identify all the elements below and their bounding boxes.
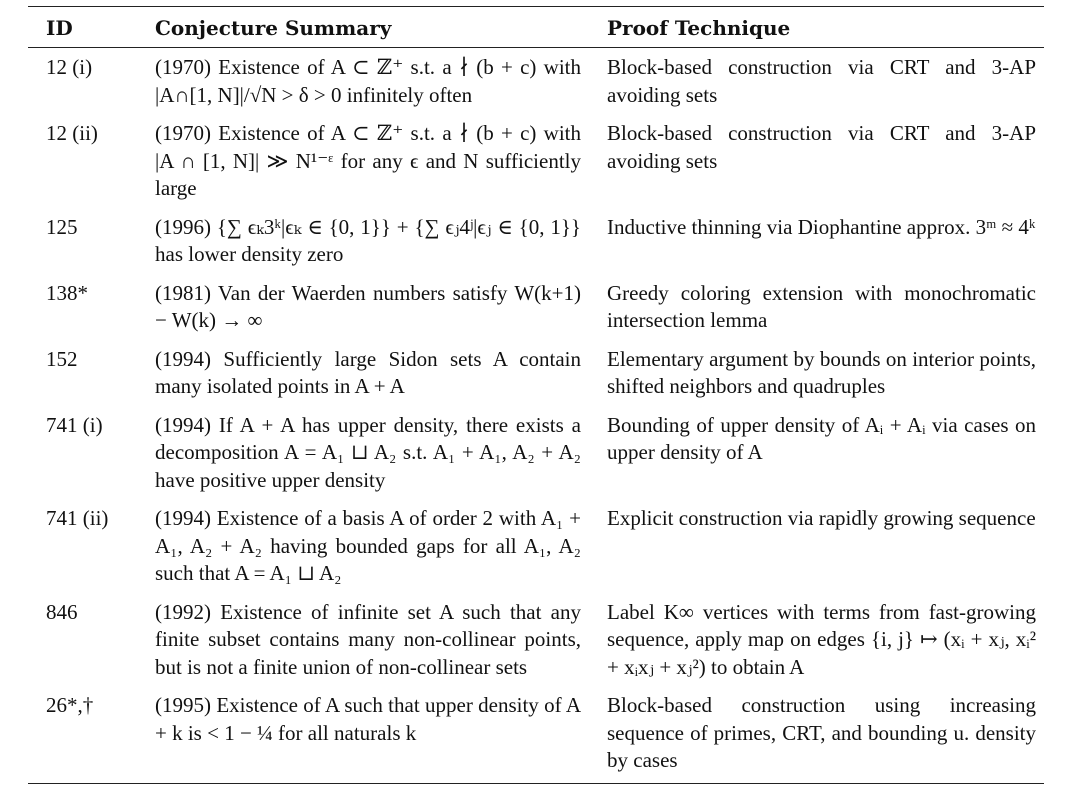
cell-id: 125 <box>46 214 78 239</box>
cell-summary: (1994) Existence of a basis A of order 2 with A₁ + A₁, A₂ + A₂ having bounded gaps for all A₁, A₂ such that A = A₁ ⊔ A₂ <box>155 506 581 585</box>
table-body <box>28 48 1044 784</box>
conjecture-table <box>28 6 1044 784</box>
cell-id: 846 <box>46 599 78 624</box>
cell-id: 741 (ii) <box>46 506 109 530</box>
table-row <box>28 274 1044 340</box>
header-proof: Proof Technique <box>589 7 1044 48</box>
cell-proof: Inductive thinning via Diophantine approx. 3ᵐ ≈ 4ᵏ <box>607 214 1036 239</box>
cell-id: 12 (i) <box>46 55 93 79</box>
table-row <box>28 340 1044 406</box>
cell-id: 26*,† <box>28 686 137 783</box>
table-header <box>28 7 1044 48</box>
table-row <box>28 593 1044 687</box>
cell-proof: Block-based construction via CRT and 3-AP avoiding sets <box>607 55 1036 107</box>
cell-summary: (1995) Existence of A such that upper density of A + k is < 1 − ¼ for all naturals k <box>137 686 589 783</box>
cell-proof: Elementary argument by bounds on interior points, shifted neighbors and quadruples <box>607 346 1036 398</box>
cell-proof: Label K∞ vertices with terms from fast-growing sequence, apply map on edges {i, j} ↦ (xᵢ + xⱼ, xᵢ² + xᵢxⱼ + xⱼ²) to obtain A <box>607 599 1036 679</box>
header-summary: Conjecture Summary <box>137 7 589 48</box>
table-row <box>28 114 1044 208</box>
header-id: ID <box>28 7 137 48</box>
table-row <box>28 208 1044 274</box>
cell-id: 152 <box>46 346 78 371</box>
cell-id: 741 (i) <box>46 412 103 437</box>
table-row <box>28 686 1044 783</box>
cell-proof: Bounding of upper density of Aᵢ + Aᵢ via cases on upper density of A <box>607 412 1036 464</box>
cell-summary: (1970) Existence of A ⊂ ℤ⁺ s.t. a ∤ (b + c) with |A ∩ [1, N]| ≫ N¹⁻ᵋ for any ϵ and N sufficiently large <box>155 121 581 200</box>
header-row <box>28 7 1044 48</box>
cell-id: 12 (ii) <box>46 121 98 145</box>
cell-summary: (1992) Existence of infinite set A such that any finite subset contains many non-collinear points, but is not a finite union of non-collinear sets <box>155 599 581 679</box>
cell-summary: (1994) If A + A has upper density, there exists a decomposition A = A₁ ⊔ A₂ s.t. A₁ + A₁, A₂ + A₂ have positive upper density <box>155 412 581 492</box>
cell-proof: Greedy coloring extension with monochromatic intersection lemma <box>607 280 1036 332</box>
cell-summary: (1981) Van der Waerden numbers satisfy W(k+1) − W(k) → ∞ <box>155 280 581 332</box>
table-row <box>28 406 1044 500</box>
cell-proof: Block-based construction using increasing sequence of primes, CRT, and bounding u. density by cases <box>589 686 1044 783</box>
cell-proof: Block-based construction via CRT and 3-AP avoiding sets <box>607 121 1036 173</box>
conjecture-table-container <box>28 6 1044 784</box>
table-row <box>28 499 1044 593</box>
cell-proof: Explicit construction via rapidly growing sequence <box>607 506 1036 530</box>
cell-summary: (1994) Sufficiently large Sidon sets A contain many isolated points in A + A <box>155 346 581 398</box>
table-row <box>28 48 1044 115</box>
cell-summary: (1996) {∑ ϵₖ3ᵏ|ϵₖ ∈ {0, 1}} + {∑ ϵⱼ4ʲ|ϵⱼ ∈ {0, 1}} has lower density zero <box>155 214 581 266</box>
cell-summary: (1970) Existence of A ⊂ ℤ⁺ s.t. a ∤ (b + c) with |A∩[1, N]|/√N > δ > 0 infinitely often <box>155 55 581 107</box>
cell-id: 138* <box>46 280 88 305</box>
